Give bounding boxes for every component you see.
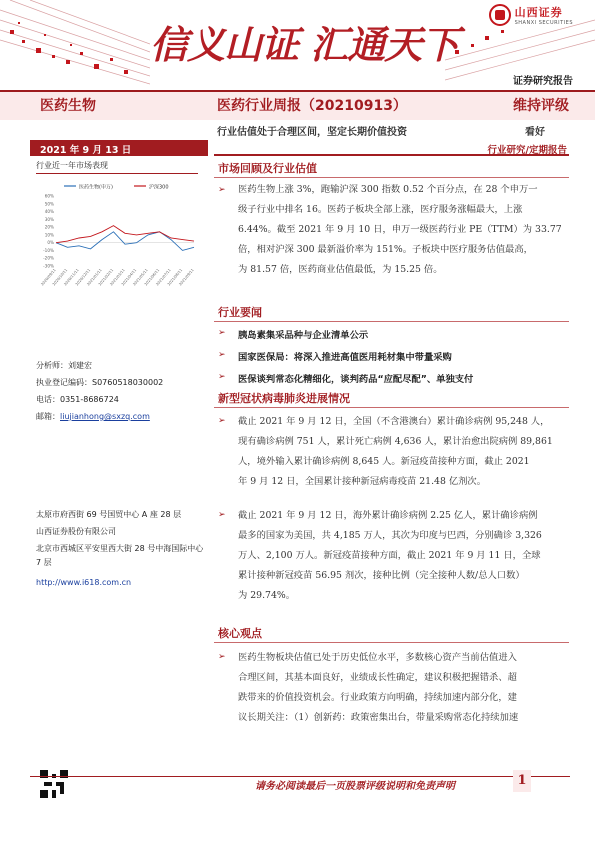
x-tick-label: 2021/05/11	[132, 268, 149, 287]
para-line: 累计接种新冠疫苗 56.95 剂次，接种比例（完全接种人数/总人口数）	[238, 570, 525, 581]
chart-caption: 行业近一年市场表现	[36, 161, 108, 170]
para-line: 为 81.57 倍，医药商业估值最低，为 15.25 倍。	[238, 264, 443, 275]
section-rule-view	[214, 642, 569, 643]
y-tick-label: 60%	[44, 193, 54, 199]
section-rule-news	[214, 321, 569, 322]
para-line: 截止 2021 年 9 月 12 日，海外累计确诊病例 2.25 亿人，累计确诊病例	[238, 510, 538, 521]
para-line: 议长期关注：（1）创新药：政策密集出台，带量采购常态化持续加速	[238, 712, 519, 723]
y-tick-label: -10%	[43, 247, 54, 253]
company-logo-icon	[489, 4, 511, 26]
reg-value: S0760518030002	[92, 378, 164, 387]
y-tick-label: 50%	[44, 201, 54, 207]
x-tick-label: 2021/02/11	[97, 268, 115, 287]
address-1: 太原市府西街 69 号国贸中心 A 座 28 层	[36, 510, 182, 519]
analyst-value: 刘建宏	[68, 361, 92, 370]
bullet-arrow-icon: ➢	[218, 416, 226, 426]
x-tick-label: 2021/04/11	[120, 268, 138, 287]
y-tick-label: 40%	[44, 209, 54, 215]
bullet-arrow-icon: ➢	[218, 185, 226, 195]
company-logo	[489, 4, 573, 26]
industry-name: 医药生物	[40, 98, 96, 114]
website-link[interactable]: http://www.i618.com.cn	[36, 578, 132, 587]
x-tick-label: 2021/01/11	[86, 268, 103, 287]
para-line: 倍，相对沪深 300 最新溢价率为 151%。子板块中医疗服务估值最高，	[238, 244, 533, 255]
legend-label: 医药生物(申万)	[79, 184, 113, 191]
x-tick-label: 2020/09/11	[40, 268, 57, 287]
report-type: 证券研究报告	[513, 76, 573, 87]
para-line: 年 9 月 12 日，全国累计接种新冠病毒疫苗 21.48 亿剂次。	[238, 476, 487, 487]
para-line: 医药生物上涨 3%，跑输沪深 300 指数 0.52 个百分点，在 28 个申万一	[238, 184, 538, 195]
rating-title: 维持评级	[513, 98, 569, 114]
news-item: 医保谈判常态化精细化，谈判药品“应配尽配”、单独支付	[238, 374, 474, 385]
para-line: 为 29.74%。	[238, 590, 295, 601]
para-line: 6.44%。截至 2021 年 9 月 10 日，申万一级医药行业 PE（TTM）为 33.77	[238, 224, 562, 235]
y-tick-label: 0%	[47, 240, 54, 246]
bullet-arrow-icon: ➢	[218, 372, 226, 382]
x-tick-label: 2021/06/11	[143, 268, 161, 287]
rating-value: 看好	[525, 127, 545, 138]
page-number: 1	[513, 770, 531, 792]
x-tick-label: 2021/08/11	[166, 268, 184, 287]
legend-label: 沪深300	[149, 184, 169, 191]
para-line: 万人、2,100 万人。新冠疫苗接种方面，截止 2021 年 9 月 11 日，全球	[238, 550, 541, 561]
footer-disclaimer: 请务必阅读最后一页股票评级说明和免责声明	[255, 781, 455, 792]
para-line: 医药生物板块估值已处于历史低位水平，多数核心资产当前估值进入	[238, 652, 517, 663]
logo-cn: 山西证券	[514, 6, 563, 19]
bullet-arrow-icon: ➢	[218, 328, 226, 338]
section-title-view: 核心观点	[218, 627, 262, 640]
analyst-email-row	[36, 411, 206, 422]
para-line: 合理区间，其基本面良好，业绩成长性确定，建议积极把握错杀、超	[238, 672, 517, 683]
para-line: 现有确诊病例 751 人，累计死亡病例 4,636 人，累计治愈出院病例 89,861	[238, 436, 553, 447]
report-subtitle: 行业估值处于合理区间，坚定长期价值投资	[217, 127, 407, 138]
section-title-market: 市场回顾及行业估值	[218, 162, 317, 175]
analyst-label: 分析师：	[36, 361, 68, 370]
email-link[interactable]: liujianhong@sxzq.com	[60, 412, 150, 421]
x-tick-label: 2020/10/11	[51, 268, 69, 287]
analyst-reg-row	[36, 377, 206, 388]
website-row	[36, 576, 204, 590]
market-paragraph	[238, 180, 570, 280]
bullet-arrow-icon: ➢	[218, 350, 226, 360]
para-line: 截止 2021 年 9 月 12 日，全国（不含港澳台）累计确诊病例 95,248 人，	[238, 416, 550, 427]
analyst-phone-row	[36, 394, 206, 405]
chart-caption-rule	[36, 173, 198, 174]
report-title: 医药行业周报（20210913）	[217, 98, 407, 114]
phone-value: 0351-8686724	[60, 395, 119, 404]
header-banner	[0, 0, 595, 92]
qr-code-icon	[40, 770, 68, 798]
phone-label: 电话：	[36, 395, 60, 404]
section-rule-covid	[214, 407, 569, 408]
x-tick-label: 2021/03/11	[109, 268, 126, 287]
reg-label: 执业登记编码：	[36, 378, 92, 387]
para-line: 级子行业中排名 16。医药子板块全部上涨，医疗服务涨幅最大，上涨	[238, 204, 523, 215]
core-view-paragraph	[238, 648, 570, 728]
slogan: 信义山证 汇通天下	[150, 22, 459, 67]
logo-en: SHANXI SECURITIES	[514, 20, 573, 26]
news-item: 国家医保局：将深入推进高值医用耗材集中带量采购	[238, 352, 452, 363]
x-tick-label: 2021/07/11	[155, 268, 172, 287]
analyst-name-row	[36, 360, 206, 371]
y-tick-label: -20%	[43, 255, 54, 261]
section-title-news: 行业要闻	[218, 306, 262, 319]
report-tag: 行业研究/定期报告	[487, 145, 567, 156]
section-rule-market	[214, 177, 569, 178]
y-tick-label: 20%	[44, 224, 54, 230]
section-title-covid: 新型冠状病毒肺炎进展情况	[218, 392, 350, 405]
report-date: 2021 年 9 月 13 日	[40, 145, 132, 156]
x-tick-label: 2020/12/11	[74, 268, 92, 287]
covid-global-paragraph	[238, 506, 570, 606]
y-tick-label: 30%	[44, 216, 54, 222]
series-line	[56, 226, 194, 243]
address-2: 山西证券股份有限公司	[36, 527, 116, 536]
x-tick-label: 2020/11/11	[63, 268, 80, 287]
covid-domestic-paragraph	[238, 412, 570, 492]
email-label: 邮箱：	[36, 412, 60, 421]
series-line	[56, 232, 194, 251]
para-line: 跌带来的价值投资机会。行业政策方向明确，持续加速内部分化，建	[238, 692, 517, 703]
banner-decoration	[0, 0, 150, 92]
bullet-arrow-icon: ➢	[218, 510, 226, 520]
address-3: 北京市西城区平安里西大街 28 号中海国际中心 7 层	[36, 544, 204, 567]
para-line: 人，境外输入累计确诊病例 8,645 人。新冠疫苗接种方面，截止 2021	[238, 456, 530, 467]
para-line: 最多的国家为美国，共 4,185 万人，其次为印度与巴西，分别确诊 3,326	[238, 530, 542, 541]
y-tick-label: 10%	[44, 232, 54, 238]
news-item: 胰岛素集采品种与企业清单公示	[238, 330, 369, 341]
x-tick-label: 2021/09/11	[178, 268, 195, 287]
market-performance-chart	[36, 178, 200, 298]
y-tick-label: -30%	[43, 263, 54, 269]
bullet-arrow-icon: ➢	[218, 652, 226, 662]
